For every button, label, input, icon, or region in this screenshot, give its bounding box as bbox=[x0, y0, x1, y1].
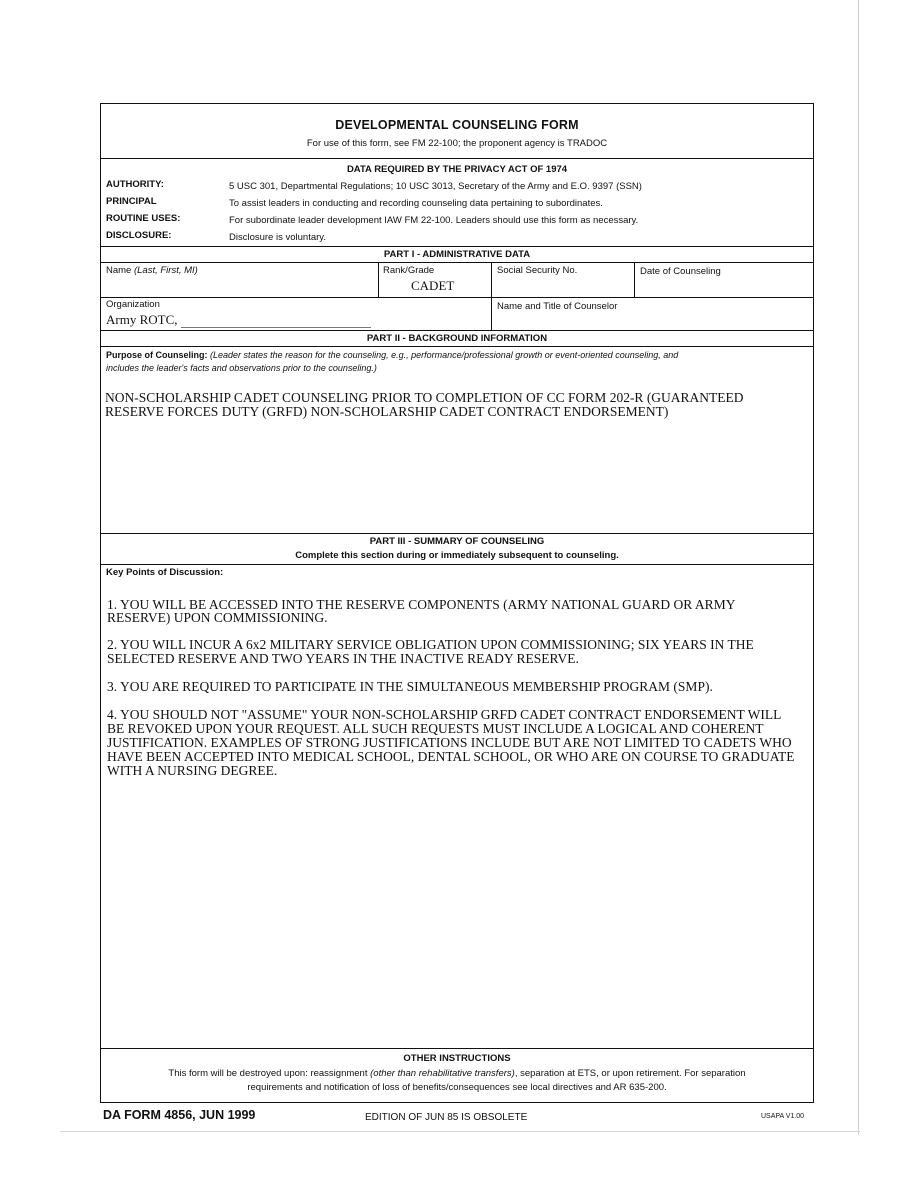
name-label-text: Name bbox=[106, 265, 132, 276]
purpose-label-text: Purpose of Counseling: bbox=[106, 350, 208, 360]
other-line-1-c: , separation at ETS, or upon retirement. For separation bbox=[514, 1068, 746, 1079]
purpose-label bbox=[106, 350, 678, 360]
key-point-4-line-3[interactable]: JUSTIFICATION. EXAMPLES OF STRONG JUSTIFICATIONS INCLUDE BUT ARE NOT LIMITED TO CADETS WHO bbox=[107, 735, 792, 750]
version-note: USAPA V1.00 bbox=[761, 1113, 805, 1120]
privacy-value-authority: 5 USC 301, Departmental Regulations; 10 USC 3013, Secretary of the Army and E.O. 9397 (SSN) bbox=[229, 181, 642, 192]
ssn-label: Social Security No. bbox=[497, 265, 578, 276]
date-label: Date of Counseling bbox=[640, 266, 721, 277]
divider bbox=[634, 262, 635, 298]
part1-heading: PART I - ADMINISTRATIVE DATA bbox=[383, 249, 531, 260]
privacy-label-disclosure: DISCLOSURE: bbox=[106, 230, 172, 241]
divider bbox=[101, 1048, 813, 1049]
purpose-hint-1: (Leader states the reason for the counseling, e.g., performance/professional growth or event-oriented counseling, and bbox=[210, 350, 679, 360]
part2-heading: PART II - BACKGROUND INFORMATION bbox=[366, 333, 548, 344]
edition-note: EDITION OF JUN 85 IS OBSOLETE bbox=[365, 1112, 528, 1123]
rank-label: Rank/Grade bbox=[383, 265, 435, 276]
key-point-4-line-2[interactable]: BE REVOKED UPON YOUR REQUEST. ALL SUCH REQUESTS MUST INCLUDE A LOGICAL AND COHERENT bbox=[107, 721, 764, 736]
divider bbox=[101, 158, 813, 159]
other-line-1 bbox=[101, 1068, 813, 1079]
privacy-value-disclosure: Disclosure is voluntary. bbox=[229, 232, 326, 243]
privacy-value-routine: For subordinate leader development IAW FM 22-100. Leaders should use this form as necessary. bbox=[229, 215, 639, 226]
org-value-text: Army ROTC, bbox=[106, 312, 178, 327]
form-subtitle: For use of this form, see FM 22-100; the proponent agency is TRADOC bbox=[306, 138, 608, 149]
page-edge-right bbox=[858, 0, 859, 1135]
privacy-label-authority: AUTHORITY: bbox=[106, 179, 164, 190]
other-line-1-b: (other than rehabilitative transfers) bbox=[370, 1068, 515, 1079]
form-id: DA FORM 4856, JUN 1999 bbox=[103, 1108, 256, 1122]
rank-value[interactable]: CADET bbox=[411, 278, 455, 293]
divider bbox=[101, 346, 813, 347]
other-line-1-a: This form will be destroyed upon: reassignment bbox=[168, 1068, 368, 1079]
divider bbox=[101, 297, 813, 298]
other-heading: OTHER INSTRUCTIONS bbox=[403, 1053, 511, 1064]
key-point-4-line-4[interactable]: HAVE BEEN ACCEPTED INTO MEDICAL SCHOOL, DENTAL SCHOOL, OR WHO ARE ON COURSE TO GRADUATE bbox=[107, 749, 795, 764]
form-title: DEVELOPMENTAL COUNSELING FORM bbox=[335, 118, 579, 132]
part3-heading: PART III - SUMMARY OF COUNSELING bbox=[369, 536, 545, 547]
privacy-value-principal: To assist leaders in conducting and recording counseling data pertaining to subordinates. bbox=[229, 198, 603, 209]
name-label-hint: (Last, First, MI) bbox=[133, 265, 198, 276]
purpose-text-line-1[interactable]: NON-SCHOLARSHIP CADET COUNSELING PRIOR TO COMPLETION OF CC FORM 202-R (GUARANTEED bbox=[105, 390, 744, 405]
other-line-2: requirements and notification of loss of benefits/consequences see local directives and AR 635-200. bbox=[247, 1082, 667, 1093]
org-value[interactable] bbox=[106, 312, 371, 328]
divider bbox=[491, 262, 492, 330]
key-point-2-line-2[interactable]: SELECTED RESERVE AND TWO YEARS IN THE INACTIVE READY RESERVE. bbox=[107, 651, 579, 666]
org-blank-line bbox=[181, 317, 371, 328]
privacy-label-principal: PRINCIPAL bbox=[106, 196, 157, 207]
purpose-hint-2: includes the leader's facts and observations prior to the counseling.) bbox=[106, 363, 377, 373]
divider bbox=[101, 330, 813, 331]
name-label bbox=[106, 265, 198, 276]
divider bbox=[378, 262, 379, 298]
privacy-heading: DATA REQUIRED BY THE PRIVACY ACT OF 1974 bbox=[346, 164, 568, 175]
key-points-label: Key Points of Discussion: bbox=[106, 567, 224, 578]
key-point-4-line-5[interactable]: WITH A NURSING DEGREE. bbox=[107, 763, 278, 778]
key-point-2-line-1[interactable]: 2. YOU WILL INCUR A 6x2 MILITARY SERVICE OBLIGATION UPON COMMISSIONING; SIX YEARS IN THE bbox=[107, 637, 754, 652]
divider bbox=[101, 262, 813, 263]
key-point-1-line-2[interactable]: RESERVE) UPON COMMISSIONING. bbox=[107, 610, 328, 625]
purpose-text-line-2[interactable]: RESERVE FORCES DUTY (GRFD) NON-SCHOLARSHIP CADET CONTRACT ENDORSEMENT) bbox=[105, 404, 669, 419]
page-edge-bottom bbox=[60, 1131, 860, 1132]
counselor-label: Name and Title of Counselor bbox=[497, 301, 618, 312]
org-label: Organization bbox=[106, 299, 160, 310]
divider bbox=[101, 564, 813, 565]
key-point-4-line-1[interactable]: 4. YOU SHOULD NOT "ASSUME" YOUR NON-SCHOLARSHIP GRFD CADET CONTRACT ENDORSEMENT WILL bbox=[107, 707, 782, 722]
part3-subheading: Complete this section during or immediately subsequent to counseling. bbox=[295, 550, 619, 561]
key-point-1-line-1[interactable]: 1. YOU WILL BE ACCESSED INTO THE RESERVE COMPONENTS (ARMY NATIONAL GUARD OR ARMY bbox=[107, 597, 736, 612]
divider bbox=[101, 246, 813, 247]
privacy-label-routine: ROUTINE USES: bbox=[106, 213, 181, 224]
key-point-3-line-1[interactable]: 3. YOU ARE REQUIRED TO PARTICIPATE IN THE SIMULTANEOUS MEMBERSHIP PROGRAM (SMP). bbox=[107, 679, 713, 694]
divider bbox=[101, 533, 813, 534]
counseling-form bbox=[100, 103, 814, 1103]
